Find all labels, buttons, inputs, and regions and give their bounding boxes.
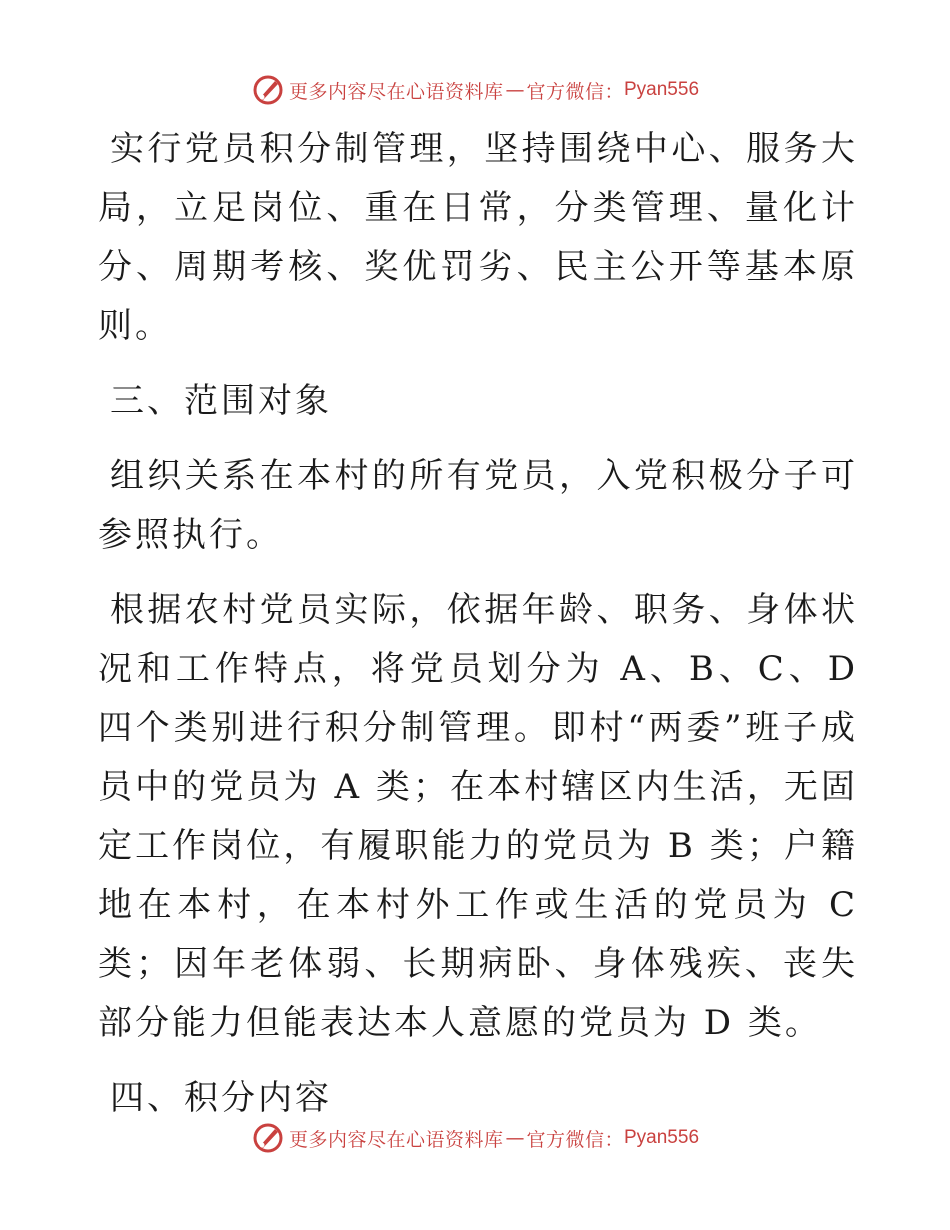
quill-seal-icon [251, 73, 285, 107]
watermark-account-id: Pyan556 [624, 1127, 700, 1148]
watermark-dash: — [505, 1127, 525, 1149]
watermark-account-id: Pyan556 [624, 79, 700, 100]
watermark-text: 更多内容尽在心语资料库 [288, 80, 504, 103]
watermark-account-label: 官方微信： [526, 1128, 624, 1151]
heading-scope: 三、范围对象 [110, 381, 332, 421]
document-body [98, 120, 858, 1128]
footer-watermark [0, 1118, 950, 1158]
header-watermark [0, 70, 950, 110]
quill-seal-icon [251, 1121, 285, 1155]
watermark-account-label: 官方微信： [526, 80, 624, 103]
heading-content: 四、积分内容 [110, 1078, 332, 1118]
watermark-dash: — [505, 79, 525, 101]
watermark-text: 更多内容尽在心语资料库 [288, 1128, 504, 1151]
paragraph-categories: 根据农村党员实际，依据年龄、职务、身体状况和工作特点，将党员划分为 A、B、C、D 四个类别进行积分制管理。即村“两委”班子成员中的党员为 A 类；在本村辖区内生活，无固定工作岗位，有履职能力的党员为 B 类；户籍地在本村，在本村外工作或生活的党员为 C 类；因年老体弱、长期病卧、身体残疾、丧失部分能力但能表达本人意愿的党员为 D 类。 [98, 590, 858, 1043]
paragraph-members: 组织关系在本村的所有党员，入党积极分子可参照执行。 [98, 456, 858, 555]
paragraph-principles: 实行党员积分制管理，坚持围绕中心、服务大局，立足岗位、重在日常，分类管理、量化计分、周期考核、奖优罚劣、民主公开等基本原则。 [98, 129, 858, 346]
